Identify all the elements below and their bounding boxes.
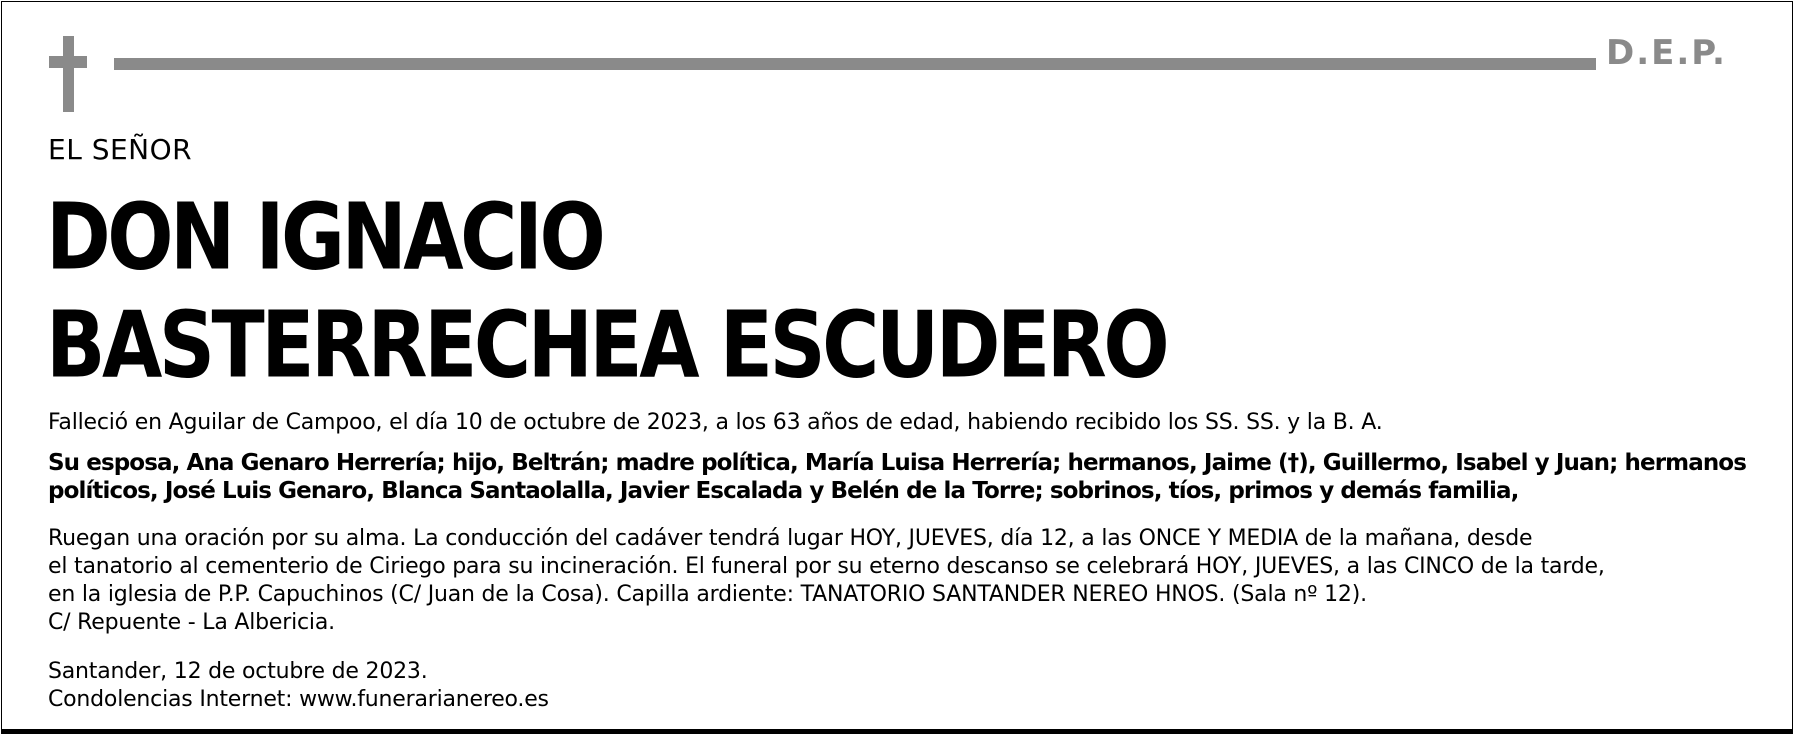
funeral-rites	[48, 525, 1768, 637]
family-line-1: Su esposa, Ana Genaro Herrería; hijo, Beltrán; madre política, María Luisa Herrería; hermanos, Jaime (†), Guillermo, Isabel y Juan; hermanos	[48, 450, 1746, 476]
rites-line-3: en la iglesia de P.P. Capuchinos (C/ Juan de la Cosa). Capilla ardiente: TANATORIO SANTANDER NEREO HNOS. (Sala nº 12).	[48, 582, 1367, 607]
rites-line-4: C/ Repuente - La Albericia.	[48, 610, 335, 635]
family-line-2: políticos, José Luis Genaro, Blanca Santaolalla, Javier Escalada y Belén de la Torre; sobrinos, tíos, primos y demás familia,	[48, 478, 1519, 504]
rites-line-2: el tanatorio al cementerio de Ciriego para su incineración. El funeral por su eterno descanso se celebrará HOY, JUEVES, a las CINCO de la tarde,	[48, 554, 1605, 579]
cross-icon	[49, 36, 87, 112]
family-list	[48, 449, 1768, 505]
closing	[48, 658, 1768, 714]
place-date: Santander, 12 de octubre de 2023.	[48, 659, 428, 684]
deceased-name-line-2: BASTERRECHEA ESCUDERO	[46, 292, 1167, 400]
death-notice-text: Falleció en Aguilar de Campoo, el día 10 de octubre de 2023, a los 63 años de edad, habiendo recibido los SS. SS. y la B. A.	[48, 410, 1383, 435]
dep-label: D.E.P.	[1606, 33, 1727, 73]
death-notice	[48, 409, 1768, 437]
rites-line-1: Ruegan una oración por su alma. La conducción del cadáver tendrá lugar HOY, JUEVES, día 12, a las ONCE Y MEDIA de la mañana, desde	[48, 526, 1533, 551]
condolences-link[interactable]: Condolencias Internet: www.funerarianereo.es	[48, 687, 549, 712]
deceased-name-line-1: DON IGNACIO	[46, 184, 603, 292]
header-rule	[114, 58, 1596, 70]
salutation: EL SEÑOR	[48, 133, 193, 166]
